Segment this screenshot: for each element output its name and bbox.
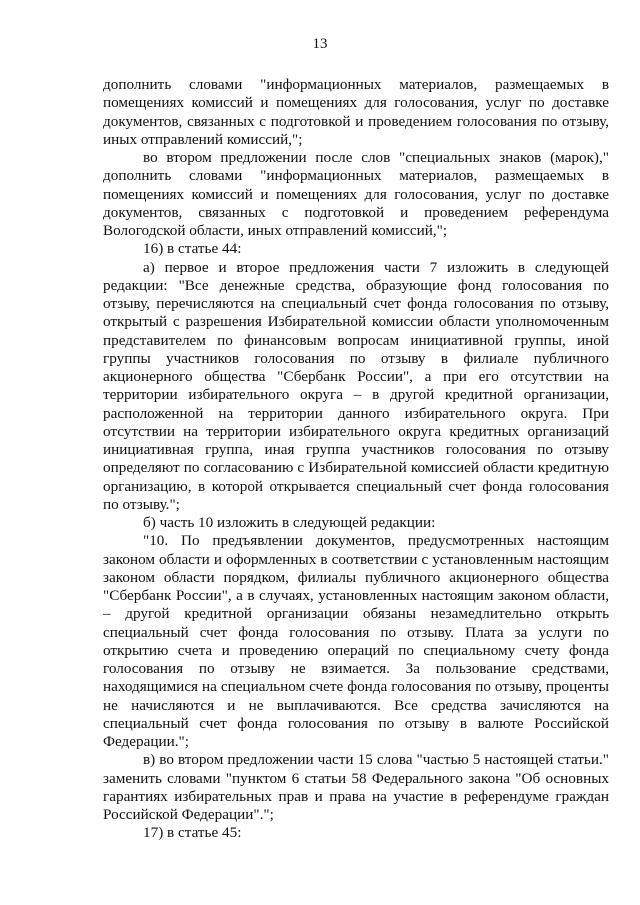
page-number: 13 (312, 36, 328, 52)
paragraph-part-10-text: "10. По предъявлении документов, предусмотренных настоящим законом области и оформленных в соответствии с установленным настоящим законом области порядком, филиалы публичного акционерного общества "Сбербанк России", а в случаях, установленных настоящим законом области, – другой кредитной организации обязаны незамедлительно открыть специальный счет фонда голосования по отзыву. Плата за услуги по открытию счета и проведению операций по специальному счету фонда голосования по отзыву не взимается. За пользование средствами, находящимися на специальном счете фонда голосования по отзыву, проценты не начисляются и не выплачиваются. Все средства зачисляются на специальный счет фонда голосования по отзыву в валюте Российской Федерации."; (103, 532, 609, 750)
paragraph-item-16v: в) во втором предложении части 15 слова "частью 5 настоящей статьи." заменить словами "пунктом 6 статьи 58 Федерального закона "Об основных гарантиях избирательных прав и права на участие в референдуме граждан Российской Федерации"."; (103, 751, 609, 823)
paragraph-item-16: 16) в статье 44: (143, 240, 242, 258)
paragraph-amend-words-1: дополнить словами "информационных материалов, размещаемых в помещениях комиссий и помещениях для голосования, услуг по доставке документов, связанных с подготовкой и проведением голосования по отзыву, иных отправлений комиссий,"; (103, 76, 609, 148)
paragraph-amend-second-sentence: во втором предложении после слов "специальных знаков (марок)," дополнить словами "информационных материалов, размещаемых в помещениях комиссий и помещениях для голосования, услуг по доставке документов, связанных с подготовкой и проведением референдума Вологодской области, иных отправлений комиссий,"; (103, 149, 609, 239)
paragraph-item-16b: б) часть 10 изложить в следующей редакции: (143, 514, 436, 531)
document-body (103, 76, 609, 843)
paragraph-item-17: 17) в статье 45: (143, 824, 242, 842)
paragraph-item-16a: а) первое и второе предложения части 7 изложить в следующей редакции: "Все денежные средства, образующие фонд голосования по отзыву, перечисляются на специальный счет фонда голосования по отзыву, открытый с разрешения Избирательной комиссии области уполномоченным представителем по финансовым вопросам инициативной группы, иной группы участников голосования по отзыву в филиале публичного акционерного общества "Сбербанк России", а при его отсутствии на территории избирательного округа – в другой кредитной организации, расположенной на территории данного избирательного округа. При отсутствии на территории избирательного округа кредитных организаций инициативная группа, иная группа участников голосования по отзыву определяют по согласованию с Избирательной комиссией области кредитную организацию, в которой открывается специальный счет фонда голосования по отзыву."; (103, 258, 609, 513)
